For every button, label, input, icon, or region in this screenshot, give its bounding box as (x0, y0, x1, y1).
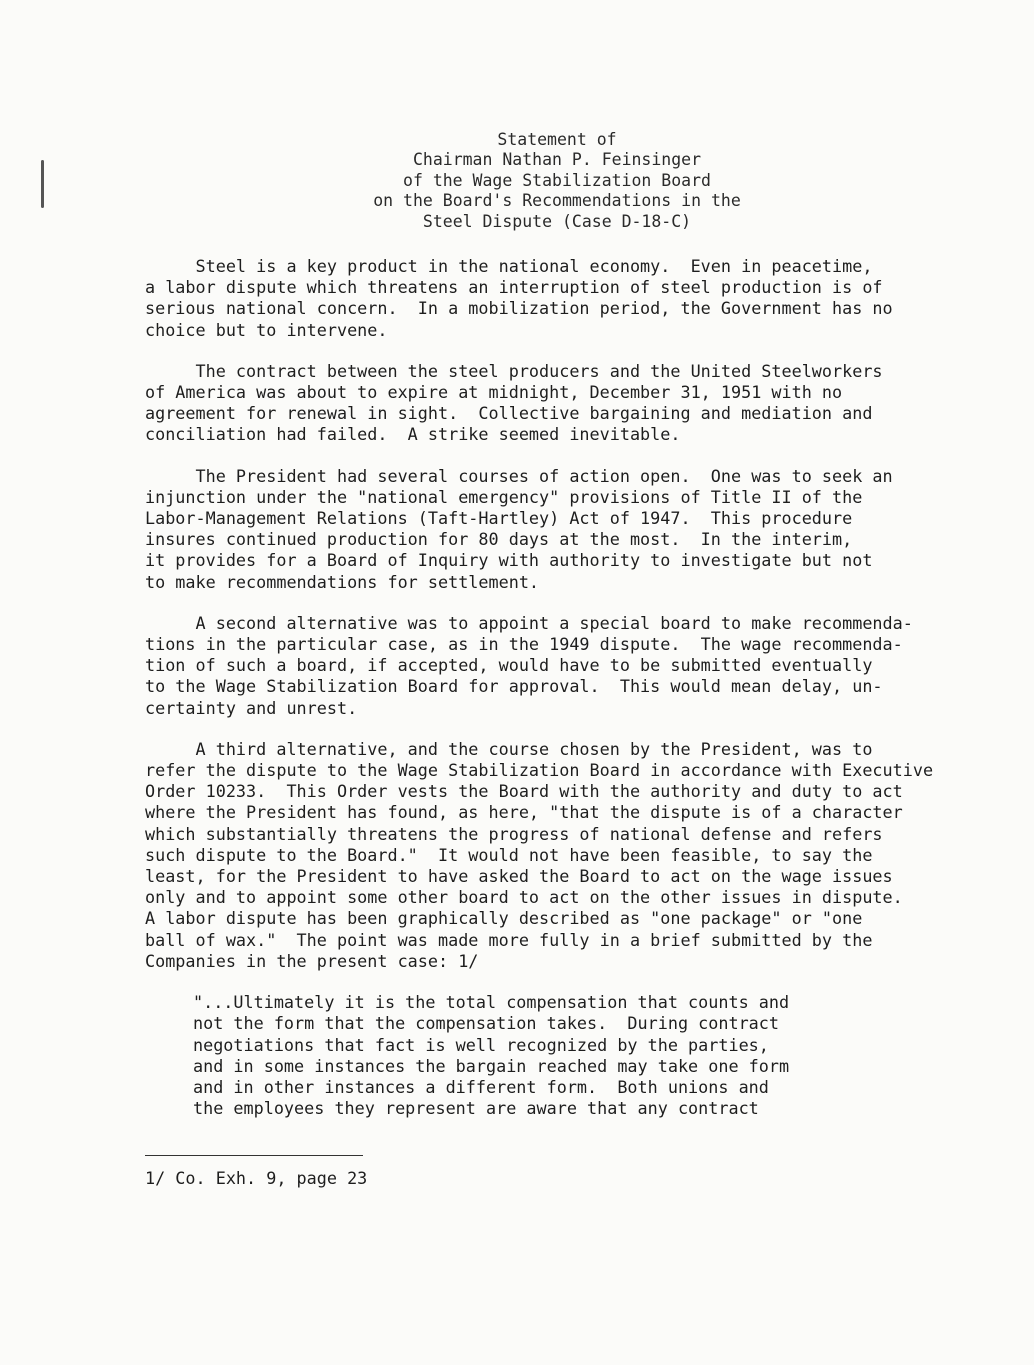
text-line: it provides for a Board of Inquiry with authority to investigate but not (145, 550, 873, 571)
text-line: ball of wax." The point was made more fully in a brief submitted by the (145, 929, 873, 950)
text-line: a labor dispute which threatens an interruption of steel production is of (145, 277, 883, 298)
text-line: tion of such a board, if accepted, would have to be submitted eventually (145, 655, 873, 676)
paragraph-second-alternative (145, 613, 950, 719)
text-line: which substantially threatens the progress of national defense and refers (145, 823, 883, 844)
text-line: A labor dispute has been graphically described as "one package" or "one (145, 908, 863, 929)
text-line: The President had several courses of action open. One was to seek an (145, 465, 893, 486)
text-line: refer the dispute to the Wage Stabilization Board in accordance with Executive (145, 760, 934, 781)
quote-line: the employees they represent are aware that any contract (193, 1098, 759, 1119)
quote-line: negotiations that fact is well recognized by the parties, (193, 1034, 769, 1055)
text-line: to the Wage Stabilization Board for approval. This would mean delay, un- (145, 676, 883, 697)
text-line: injunction under the "national emergency" provisions of Title II of the (145, 486, 863, 507)
text-line: Steel is a key product in the national economy. Even in peacetime, (145, 256, 873, 276)
paragraph-third-alternative (145, 739, 950, 972)
quote-line: not the form that the compensation takes. During contract (193, 1013, 779, 1034)
quote-line: and in some instances the bargain reached may take one form (193, 1055, 790, 1076)
title-line: of the Wage Stabilization Board (403, 170, 711, 190)
text-line: A second alternative was to appoint a special board to make recommenda- (145, 612, 913, 633)
text-line: only and to appoint some other board to act on the other issues in dispute. (145, 887, 903, 908)
footnote: 1/ Co. Exh. 9, page 23 (145, 1168, 368, 1188)
text-line: A third alternative, and the course chosen by the President, was to (145, 738, 873, 759)
text-line: Order 10233. This Order vests the Board with the authority and duty to act (145, 781, 903, 802)
quote-line: and in other instances a different form. Both unions and (193, 1076, 769, 1097)
quote-line: "...Ultimately it is the total compensation that counts and (193, 992, 790, 1013)
text-line: of America was about to expire at midnight, December 31, 1951 with no (145, 382, 843, 403)
text-line: tions in the particular case, as in the 1949 dispute. The wage recommenda- (145, 634, 903, 655)
footnote-divider (145, 1155, 363, 1157)
title-line: Statement of (497, 130, 617, 149)
text-line: insures continued production for 80 days at the most. In the interim, (145, 529, 853, 550)
text-line: certainty and unrest. (145, 697, 358, 718)
text-line: least, for the President to have asked the Board to act on the wage issues (145, 866, 893, 887)
paragraph-first-alternative (145, 466, 950, 593)
text-line: serious national concern. In a mobilization period, the Government has no (145, 298, 893, 319)
text-line: Companies in the present case: 1/ (145, 950, 479, 971)
text-line: The contract between the steel producers and the United Steelworkers (145, 360, 883, 381)
text-line: such dispute to the Board." It would not have been feasible, to say the (145, 844, 873, 865)
text-line: Labor-Management Relations (Taft-Hartley) Act of 1947. This procedure (145, 508, 853, 529)
text-line: conciliation had failed. A strike seemed inevitable. (145, 424, 681, 445)
title-line: Steel Dispute (Case D-18-C) (422, 211, 692, 231)
title-line: on the Board's Recommendations in the (373, 191, 741, 211)
text-line: agreement for renewal in sight. Collective bargaining and mediation and (145, 403, 873, 424)
document-title (0, 130, 1034, 232)
title-line: Chairman Nathan P. Feinsinger (412, 150, 702, 170)
text-line: choice but to intervene. (145, 319, 388, 340)
text-line: to make recommendations for settlement. (145, 571, 540, 592)
paragraph-contract-expiry (145, 361, 950, 446)
block-quote (193, 992, 950, 1119)
text-line: where the President has found, as here, "that the dispute is of a character (145, 802, 903, 823)
paragraph-steel-importance (145, 256, 950, 341)
document-body (145, 256, 950, 1119)
